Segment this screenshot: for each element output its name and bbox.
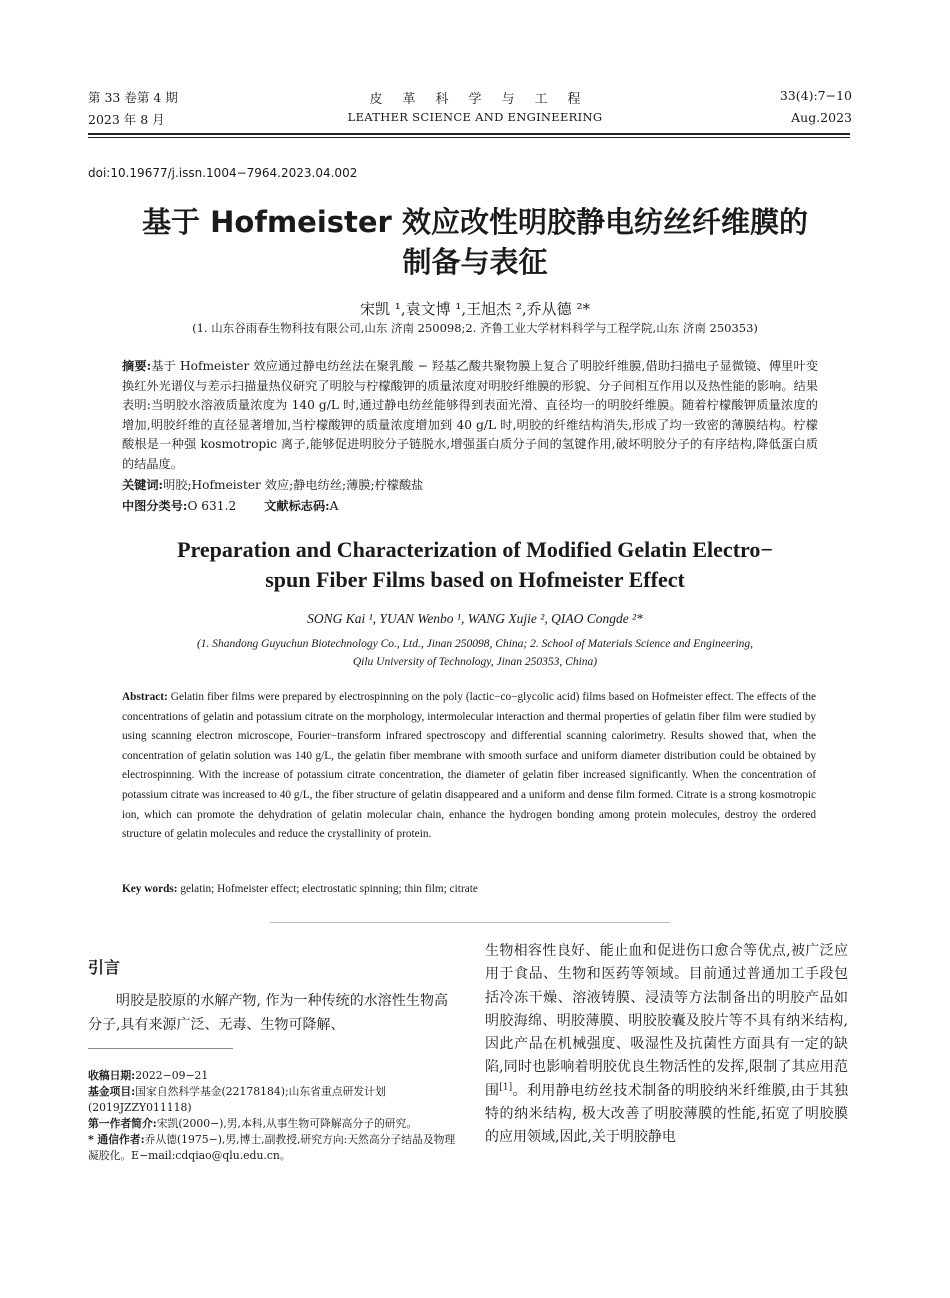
title-cn-line1: 基于 Hofmeister 效应改性明胶静电纺丝纤维膜的: [142, 205, 808, 239]
journal-pages: 33(4):7−10: [779, 88, 852, 103]
footnote-first-author-label: 第一作者简介:: [88, 1117, 157, 1130]
footnote-received-date: 2022−09−21: [135, 1069, 209, 1082]
body-left-column: [88, 990, 448, 1037]
journal-date: 2023 年 8 月: [88, 112, 165, 127]
section-heading-introduction: 引言: [88, 958, 121, 977]
keywords-en: [122, 883, 816, 895]
title-en-line1: Preparation and Characterization of Modified Gelatin Electro−: [177, 537, 773, 562]
keywords-cn: [122, 476, 818, 493]
title-cn-line2: 制备与表征: [402, 245, 548, 279]
footnotes: [88, 1068, 458, 1164]
body-right-column: [485, 940, 848, 1150]
citation-ref-1[interactable]: [1]: [499, 1082, 513, 1093]
affiliations-en: [60, 635, 890, 671]
title-en-line2: spun Fiber Films based on Hofmeister Effect: [265, 567, 685, 592]
doc-code: A: [329, 499, 339, 513]
doi: doi:10.19677/j.issn.1004−7964.2023.04.002: [88, 166, 358, 180]
authors-cn: 宋凯 ¹,袁文博 ¹,王旭杰 ²,乔从德 ²*: [360, 300, 590, 318]
journal-name-cn: 皮革科学与工程: [369, 92, 601, 107]
abstract-separator: [270, 922, 670, 923]
footnote-corresponding-label: * 通信作者:: [88, 1133, 145, 1146]
abstract-en: [122, 688, 816, 845]
doc-code-label: 文献标志码:: [264, 499, 330, 513]
footnote-corresponding-text: 乔从德(1975−),男,博士,副教授,研究方向:天然高分子结晶及物理凝胶化。E−mail:cdqiao@qlu.edu.cn。: [88, 1133, 456, 1162]
abstract-cn-label: 摘要:: [122, 359, 152, 373]
journal-month-en: Aug.2023: [791, 110, 852, 125]
title-en: [60, 535, 890, 595]
header-rule-thick: [88, 133, 850, 135]
abstract-en-label: Abstract:: [122, 691, 168, 703]
abstract-cn: [122, 357, 818, 475]
keywords-cn-text: 明胶;Hofmeister 效应;静电纺丝;薄膜;柠檬酸盐: [163, 478, 424, 492]
classification-cn: [122, 497, 818, 514]
footnote-first-author: [88, 1116, 458, 1132]
footnote-funding: [88, 1084, 458, 1116]
header-rule-thin: [88, 137, 850, 138]
body-left-text: 明胶是胶原的水解产物, 作为一种传统的水溶性生物高分子,具有来源广泛、无毒、生物可降解、: [88, 993, 448, 1033]
title-cn: [60, 202, 890, 282]
keywords-cn-label: 关键词:: [122, 478, 164, 492]
footnote-rule: [88, 1048, 233, 1049]
journal-volume-issue: 第 33 卷第 4 期: [88, 90, 178, 105]
abstract-en-text: Gelatin fiber films were prepared by electrospinning on the poly (lactic−co−glycolic acid) films based on Hofmeister effect. The effects of the concentrations of gelatin and potassium citrate on the morphology, intermolecular interaction and thermal properties of gelatin fiber film were studied by using scanning electron microscope, Fourier−transform infrared spectroscopy and differential scanning calorimetry. Results showed that, when the concentration of gelatin solution was 140 g/L, the gelatin fiber membrane with smooth surface and uniform diameter distribution could be obtained by electrospinning. With the increase of potassium citrate concentration, the diameter of gelatin fiber increased significantly. When the concentration of potassium citrate was increased to 40 g/L, the fiber structure of gelatin disappeared and a uniform and dense film formed. Citrate is a strong kosmotropic ion, which can promote the dehydration of gelatin molecular chain, enhance the hydrogen bonding among protein molecules, destroy the ordered structure of gelatin molecules and reduce the crystallinity of protein.: [122, 691, 817, 841]
abstract-cn-text: 基于 Hofmeister 效应通过静电纺丝法在聚乳酸 − 羟基乙酸共聚物膜上复合了明胶纤维膜,借助扫描电子显微镜、傅里叶变换红外光谱仪与差示扫描量热仪研究了明胶与柠檬酸钾的质量浓度对明胶纤维膜的形貌、分子间相互作用以及热性能的影响。结果表明:当明胶水溶液质量浓度为 140 g/L 时,通过静电纺丝能够得到表面光滑、直径均一的明胶纤维膜。随着柠檬酸钾质量浓度的增加,明胶纤维的直径显著增加,当柠檬酸钾的质量浓度增加到 40 g/L 时,明胶的纤维结构消失,形成了均一致密的薄膜结构。柠檬酸根是一种强 kosmotropic 离子,能够促进明胶分子链脱水,增强蛋白质分子间的氢键作用,破坏明胶分子的有序结构,降低蛋白质的结晶度。: [122, 359, 819, 471]
classification-code: O 631.2: [187, 499, 237, 513]
affiliations-cn: (1. 山东谷雨春生物科技有限公司,山东 济南 250098;2. 齐鲁工业大学材料科学与工程学院,山东 济南 250353): [192, 321, 758, 335]
footnote-funding-text: 国家自然科学基金(22178184);山东省重点研发计划(2019JZZY011118): [88, 1085, 386, 1114]
body-right-text-2: 。利用静电纺丝技术制备的明胶纳米纤维膜,由于其独特的纳米结构, 极大改善了明胶薄膜的性能,拓宽了明胶膜的应用领域,因此,关于明胶静电: [485, 1082, 849, 1146]
footnote-received: [88, 1068, 458, 1084]
affiliations-en-line2: Qilu University of Technology, Jinan 250353, China): [352, 656, 598, 668]
keywords-en-label: Key words:: [122, 883, 178, 895]
footnote-funding-label: 基金项目:: [88, 1085, 136, 1098]
keywords-en-text: gelatin; Hofmeister effect; electrostatic spinning; thin film; citrate: [180, 883, 478, 895]
classification-label: 中图分类号:: [122, 499, 188, 513]
body-right-text-1: 生物相容性良好、能止血和促进伤口愈合等优点,被广泛应用于食品、生物和医药等领域。目前通过普通加工手段包括冷冻干燥、溶液铸膜、浸渍等方法制备出的明胶产品如明胶海绵、明胶薄膜、明胶胶囊及胶片等不具有纳米结构,因此产品在机械强度、吸湿性及抗菌性方面具有一定的缺陷,同时也影响着明胶优良生物活性的发挥,限制了其应用范围: [485, 943, 848, 1099]
footnote-first-author-text: 宋凯(2000−),男,本科,从事生物可降解高分子的研究。: [156, 1117, 418, 1130]
authors-en: SONG Kai ¹, YUAN Wenbo ¹, WANG Xujie ², QIAO Congde ²*: [307, 611, 643, 626]
footnote-corresponding: [88, 1132, 458, 1164]
affiliations-en-line1: (1. Shandong Guyuchun Biotechnology Co., Ltd., Jinan 250098, China; 2. School of Materials Science and Engineering,: [196, 638, 754, 650]
journal-name-en: LEATHER SCIENCE AND ENGINEERING: [347, 110, 603, 124]
footnote-received-label: 收稿日期:: [88, 1069, 136, 1082]
